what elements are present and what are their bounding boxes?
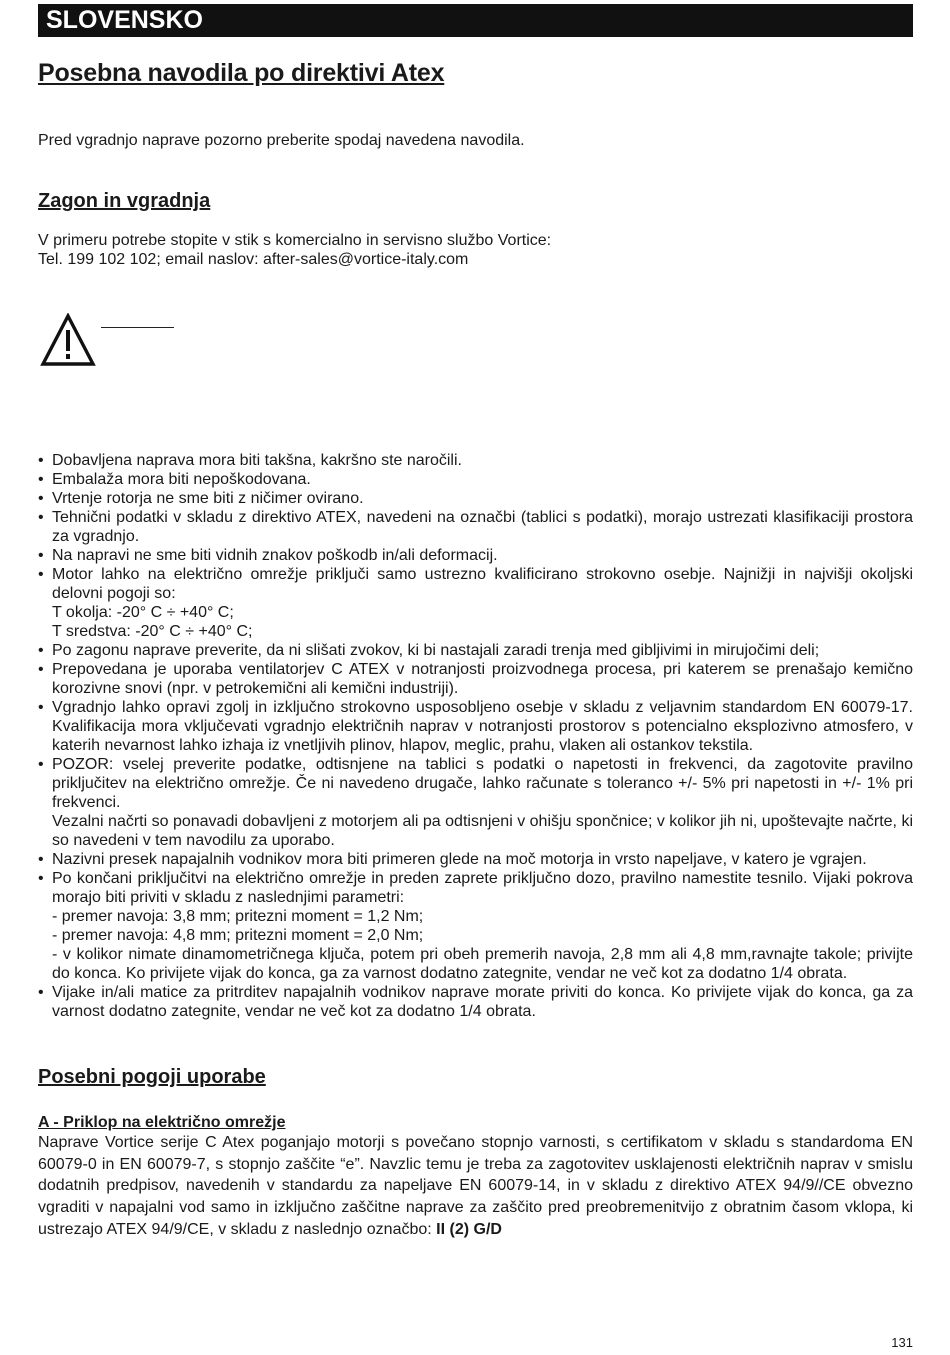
list-item: • Prepovedana je uporaba ventilatorjev C ATEX v notranjosti proizvodnega procesa, pri katerem se prenašajo kemično korozivne snovi (npr. v petrokemični ali kemični industriji).	[38, 660, 913, 698]
list-subline: - premer navoja: 3,8 mm; pritezni moment = 1,2 Nm;	[52, 908, 424, 925]
document-title: Posebna navodila po direktivi Atex	[38, 59, 445, 87]
list-item: • Vrtenje rotorja ne sme biti z ničimer ovirano.	[38, 489, 913, 508]
list-subline: Vezalni načrti so ponavadi dobavljeni z motorjem ali pa odtisnjeni v ohišju spončnice; v kolikor jih ni, upoštevajte načrte, ki so navedeni v tem navodilu za uporabo.	[52, 813, 913, 849]
section-heading-special-conditions: Posebni pogoji uporabe	[38, 1066, 266, 1088]
list-item: • Embalaža mora biti nepoškodovana.	[38, 470, 913, 489]
list-item: • Vgradnjo lahko opravi zgolj in izključno strokovno usposobljeno osebje v skladu z veljavnim standardom EN 60079-17. Kvalifikacija mora vključevati vgradnjo električnih naprav v notranjosti prostorov s potencialno eksplozivno atmosfero, v katerih nevarnost lahko izhaja iz vnetljivih plinov, hlapov, meglic, prahu, vlaken ali ostankov tekstila.	[38, 698, 913, 755]
list-item: • Po končani priključitvi na električno omrežje in preden zaprete priključno dozo, pravilno namestite tesnilo. Vijaki pokrova morajo biti priviti v skladu z naslednjimi parametri: - premer navoja: 3,8 mm; pritezni moment = 1,2 Nm; - premer navoja: 4,8 mm; pritezni moment = 2,0 Nm; - v kolikor nimate dinamometričnega ključa, potem pri obeh premerih navoja, 2,8 mm ali 4,8 mm,ravnajte takole; privijte do konca. Ko privijete vijak do konca, ga za varnost dodatno zategnite, vendar ne več kot za dodatno 1/4 obrata.	[38, 869, 913, 983]
subsection-heading: A - Priklop na električno omrežje	[38, 1114, 286, 1131]
instruction-list	[38, 451, 913, 1021]
manual-page	[38, 4, 913, 1241]
list-item: • Tehnični podatki v skladu z direktivo ATEX, navedeni na označbi (tablici s podatki), morajo ustrezati klasifikaciji prostora za vgradnjo.	[38, 508, 913, 546]
contact-line: V primeru potrebe stopite v stik s komercialno in servisno službo Vortice:	[38, 232, 552, 249]
list-item: • Nazivni presek napajalnih vodnikov mora biti primeren glede na moč motorja in vrsto napeljave, v katero je vgrajen.	[38, 850, 913, 869]
list-subline: T sredstva: -20° C ÷ +40° C;	[52, 623, 253, 640]
list-item: • POZOR: vselej preverite podatke, odtisnjene na tablici s podatki o napetosti in frekvenci, da zagotovite pravilno priključitev na električno omrežje. Če ni navedeno drugače, lahko računate s toleranco +/- 5% pri napetosti in +/- 1% pri frekvenci. Vezalni načrti so ponavadi dobavljeni z motorjem ali pa odtisnjeni v ohišju spončnice; v kolikor jih ni, upoštevajte načrte, ki so navedeni v tem navodilu za uporabo.	[38, 755, 913, 850]
list-item: • Vijake in/ali matice za pritrditev napajalnih vodnikov naprave morate priviti do konca. Ko privijete vijak do konca, ga za varnost dodatno zategnite, vendar ne več kot za dodatno 1/4 obrata.	[38, 983, 913, 1021]
contact-block	[38, 231, 913, 269]
list-item: • Po zagonu naprave preverite, da ni slišati zvokov, ki bi nastajali zaradi trenja med gibljivimi in mirujočimi deli;	[38, 641, 913, 660]
atex-marking: II (2) G/D	[436, 1220, 502, 1238]
language-header: SLOVENSKO	[38, 4, 913, 37]
intro-text: Pred vgradnjo naprave pozorno preberite spodaj navedena navodila.	[38, 132, 525, 149]
list-item: • Na napravi ne sme biti vidnih znakov poškodb in/ali deformacij.	[38, 546, 913, 565]
page-number: 131	[891, 1335, 913, 1350]
section-heading-installation: Zagon in vgradnja	[38, 190, 211, 212]
list-subline: - v kolikor nimate dinamometričnega ključa, potem pri obeh premerih navoja, 2,8 mm ali 4,8 mm,ravnajte takole; privijte do konca. Ko privijete vijak do konca, ga za varnost dodatno zategnite, vendar ne več kot za dodatno 1/4 obrata.	[52, 946, 913, 982]
warning-triangle-icon	[40, 313, 96, 367]
list-item: • Dobavljena naprava mora biti takšna, kakršno ste naročili.	[38, 451, 913, 470]
list-subline: T okolja: -20° C ÷ +40° C;	[52, 604, 234, 621]
list-subline: - premer navoja: 4,8 mm; pritezni moment = 2,0 Nm;	[52, 927, 424, 944]
paragraph: Naprave Vortice serije C Atex poganjajo motorji s povečano stopnjo varnosti, s certifikatom v skladu s standardoma EN 60079-0 in EN 60079-7, s stopnjo zaščite “e”. Navzlic temu je treba za zagotovitev usklajenosti električnih naprav v smislu dodatnih predpisov, navedenih v standardu za napeljave EN 60079-14, in v skladu z direktivo ATEX 94/9//CE obvezno vgraditi v napajalni vod samo in izključno zaščitne naprave za zaščito pred preobremenitvijo z obratnim časom vklopa, ki ustrezajo ATEX 94/9/CE, v skladu z naslednjo označbo: II (2) G/D	[38, 1134, 913, 1238]
list-item: • Motor lahko na električno omrežje priključi samo ustrezno kvalificirano strokovno osebje. Najnižji in najvišji okoljski delovni pogoji so: T okolja: -20° C ÷ +40° C; T sredstva: -20° C ÷ +40° C;	[38, 565, 913, 641]
contact-line: Tel. 199 102 102; email naslov: after-sales@vortice-italy.com	[38, 251, 469, 268]
warning-divider	[101, 327, 174, 328]
warning-block	[38, 313, 913, 421]
